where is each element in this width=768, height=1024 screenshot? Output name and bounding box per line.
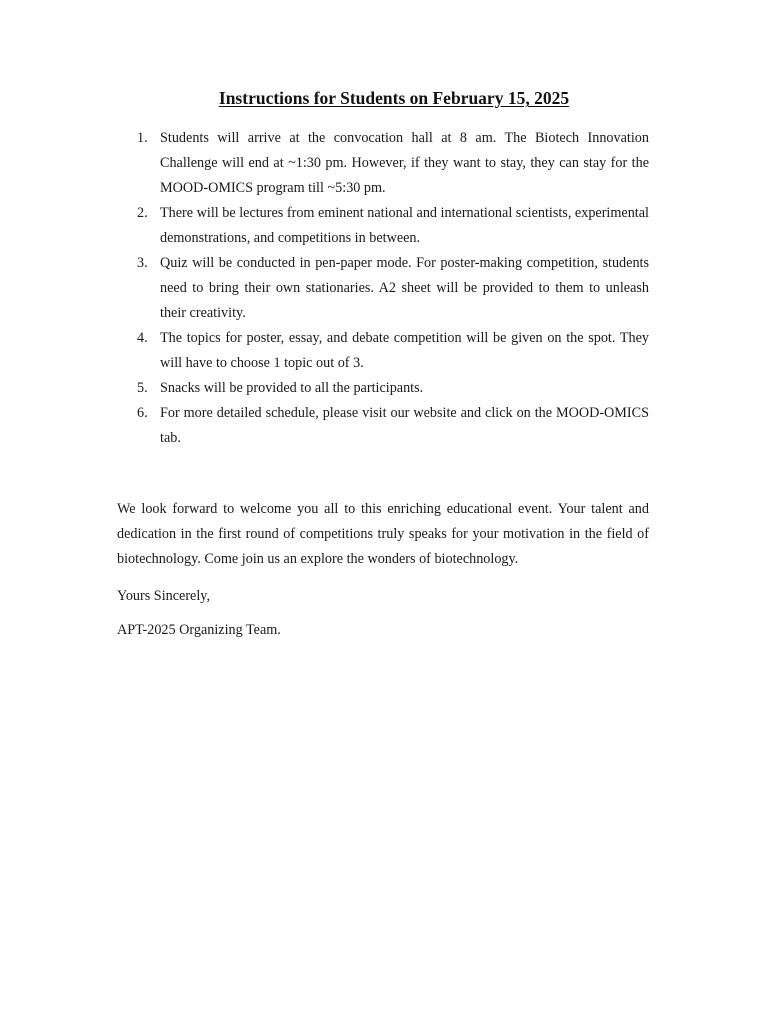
instruction-text: The topics for poster, essay, and debate competition will be given on the spot. They will have to choose 1 topic out of 3. bbox=[160, 330, 649, 371]
instruction-item bbox=[137, 251, 649, 326]
instruction-text: For more detailed schedule, please visit our website and click on the MOOD-OMICS tab. bbox=[160, 405, 649, 446]
instructions-list bbox=[137, 126, 649, 451]
instruction-item bbox=[137, 126, 649, 201]
instruction-text: Students will arrive at the convocation hall at 8 am. The Biotech Innovation Challenge will end at ~1:30 pm. However, if they want to stay, they can stay for the MOOD-OMICS program till ~5:30 pm. bbox=[160, 130, 649, 196]
instruction-item bbox=[137, 376, 649, 401]
document-title: Instructions for Students on February 15, 2025 bbox=[218, 88, 570, 108]
sign-off-greeting: Yours Sincerely, bbox=[117, 588, 211, 604]
signature-team: APT-2025 Organizing Team. bbox=[117, 622, 281, 638]
instruction-number: 4. bbox=[137, 330, 148, 346]
instruction-number: 3. bbox=[137, 255, 148, 271]
instruction-text: Snacks will be provided to all the participants. bbox=[160, 380, 424, 396]
instruction-number: 2. bbox=[137, 205, 148, 221]
instruction-number: 5. bbox=[137, 380, 148, 396]
instruction-item bbox=[137, 201, 649, 251]
closing-paragraph: We look forward to welcome you all to this enriching educational event. Your talent and dedication in the first round of competitions truly speaks for your motivation in the field of biotechnology. Come join us an explore the wonders of biotechnology. bbox=[117, 501, 649, 567]
instruction-number: 1. bbox=[137, 130, 148, 146]
instruction-text: Quiz will be conducted in pen-paper mode. For poster-making competition, students need to bring their own stationaries. A2 sheet will be provided to them to unleash their creativity. bbox=[160, 255, 649, 321]
instruction-number: 6. bbox=[137, 405, 148, 421]
instruction-item bbox=[137, 401, 649, 451]
instruction-text: There will be lectures from eminent national and international scientists, experimental demonstrations, and competitions in between. bbox=[160, 205, 649, 246]
instruction-item bbox=[137, 326, 649, 376]
